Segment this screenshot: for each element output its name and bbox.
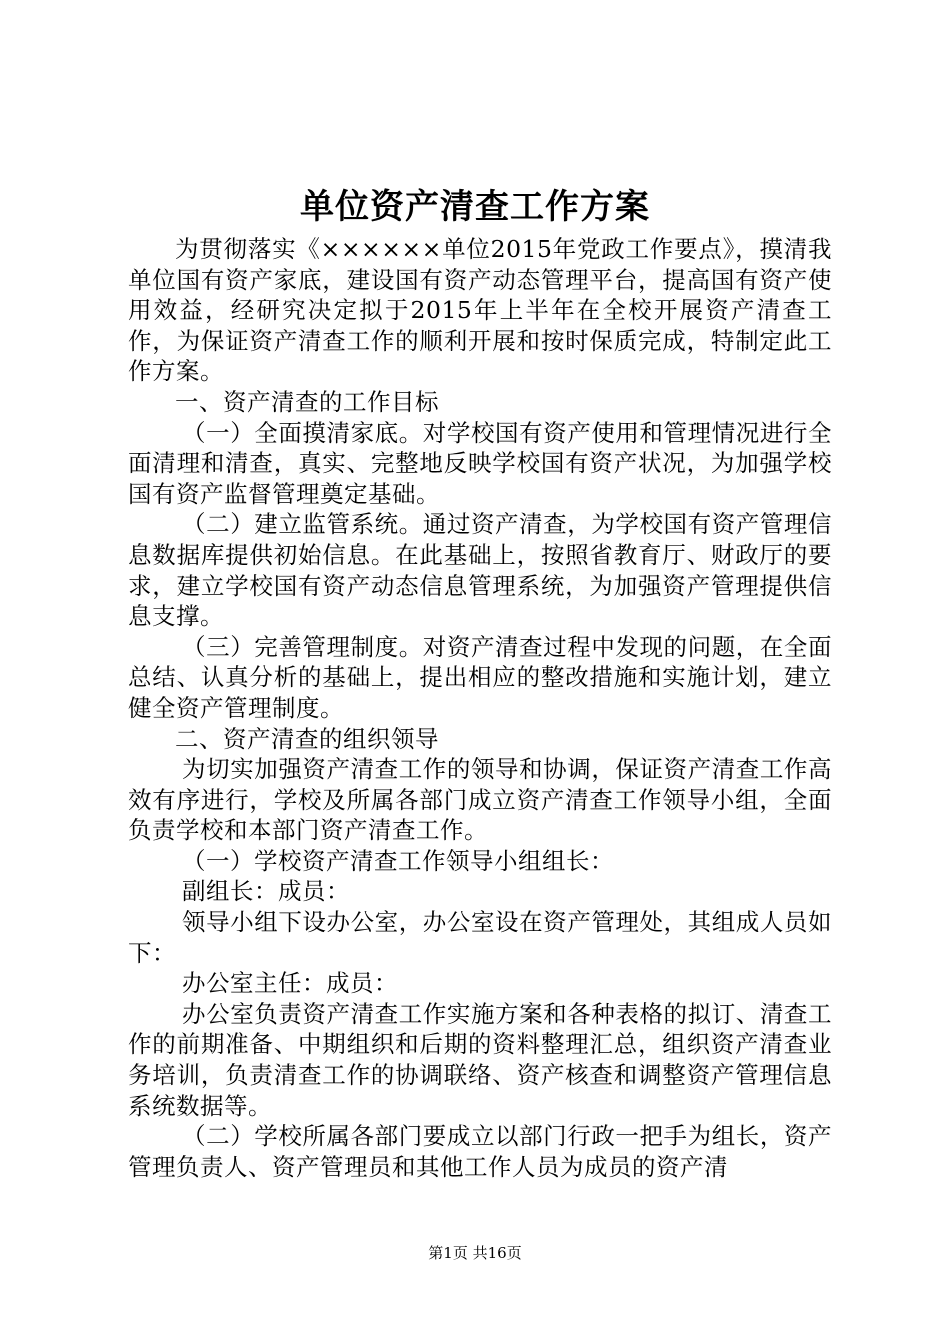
document-body	[128, 234, 832, 1182]
goal-item-1: （一）全面摸清家底。对学校国有资产使用和管理情况进行全面清理和清查，真实、完整地反映学校国有资产状况，为加强学校国有资产监督管理奠定基础。	[128, 418, 832, 508]
office-duties-paragraph: 办公室负责资产清查工作实施方案和各种表格的拟订、清查工作的前期准备、中期组织和后期的资料整理汇总，组织资产清查业务培训，负责清查工作的协调联络、资产核查和调整资产管理信息系统数据等。	[128, 999, 832, 1120]
document-title: 单位资产清查工作方案	[300, 187, 650, 227]
intro-paragraph: 为贯彻落实《××××××单位2015年党政工作要点》，摸清我单位国有资产家底，建设国有资产动态管理平台，提高国有资产使用效益，经研究决定拟于2015年上半年在全校开展资产清查工作，为保证资产清查工作的顺利开展和按时保质完成，特制定此工作方案。	[128, 235, 832, 386]
goal-item-3: （三）完善管理制度。对资产清查过程中发现的问题，在全面总结、认真分析的基础上，提出相应的整改措施和实施计划，建立健全资产管理制度。	[128, 632, 832, 722]
department-paragraph: （二）学校所属各部门要成立以部门行政一把手为组长，资产管理负责人、资产管理员和其他工作人员为成员的资产清	[128, 1122, 832, 1181]
leader-line: （一）学校资产清查工作领导小组组长：	[182, 846, 615, 875]
office-director-line: 办公室主任：成员：	[182, 969, 399, 998]
section-heading-1: 一、资产清查的工作目标	[175, 387, 439, 416]
organization-paragraph: 为切实加强资产清查工作的领导和协调，保证资产清查工作高效有序进行，学校及所属各部门成立资产清查工作领导小组，全面负责学校和本部门资产清查工作。	[128, 755, 832, 845]
office-paragraph: 领导小组下设办公室，办公室设在资产管理处，其组成人员如下：	[128, 908, 832, 967]
section-heading-2: 二、资产清查的组织领导	[175, 724, 439, 753]
page-number: 第1页 共16页	[428, 1244, 522, 1262]
deputy-line: 副组长：成员：	[182, 877, 351, 906]
goal-item-2: （二）建立监管系统。通过资产清查，为学校国有资产管理信息数据库提供初始信息。在此基础上，按照省教育厅、财政厅的要求，建立学校国有资产动态信息管理系统，为加强资产管理提供信息支撑。	[128, 510, 832, 631]
